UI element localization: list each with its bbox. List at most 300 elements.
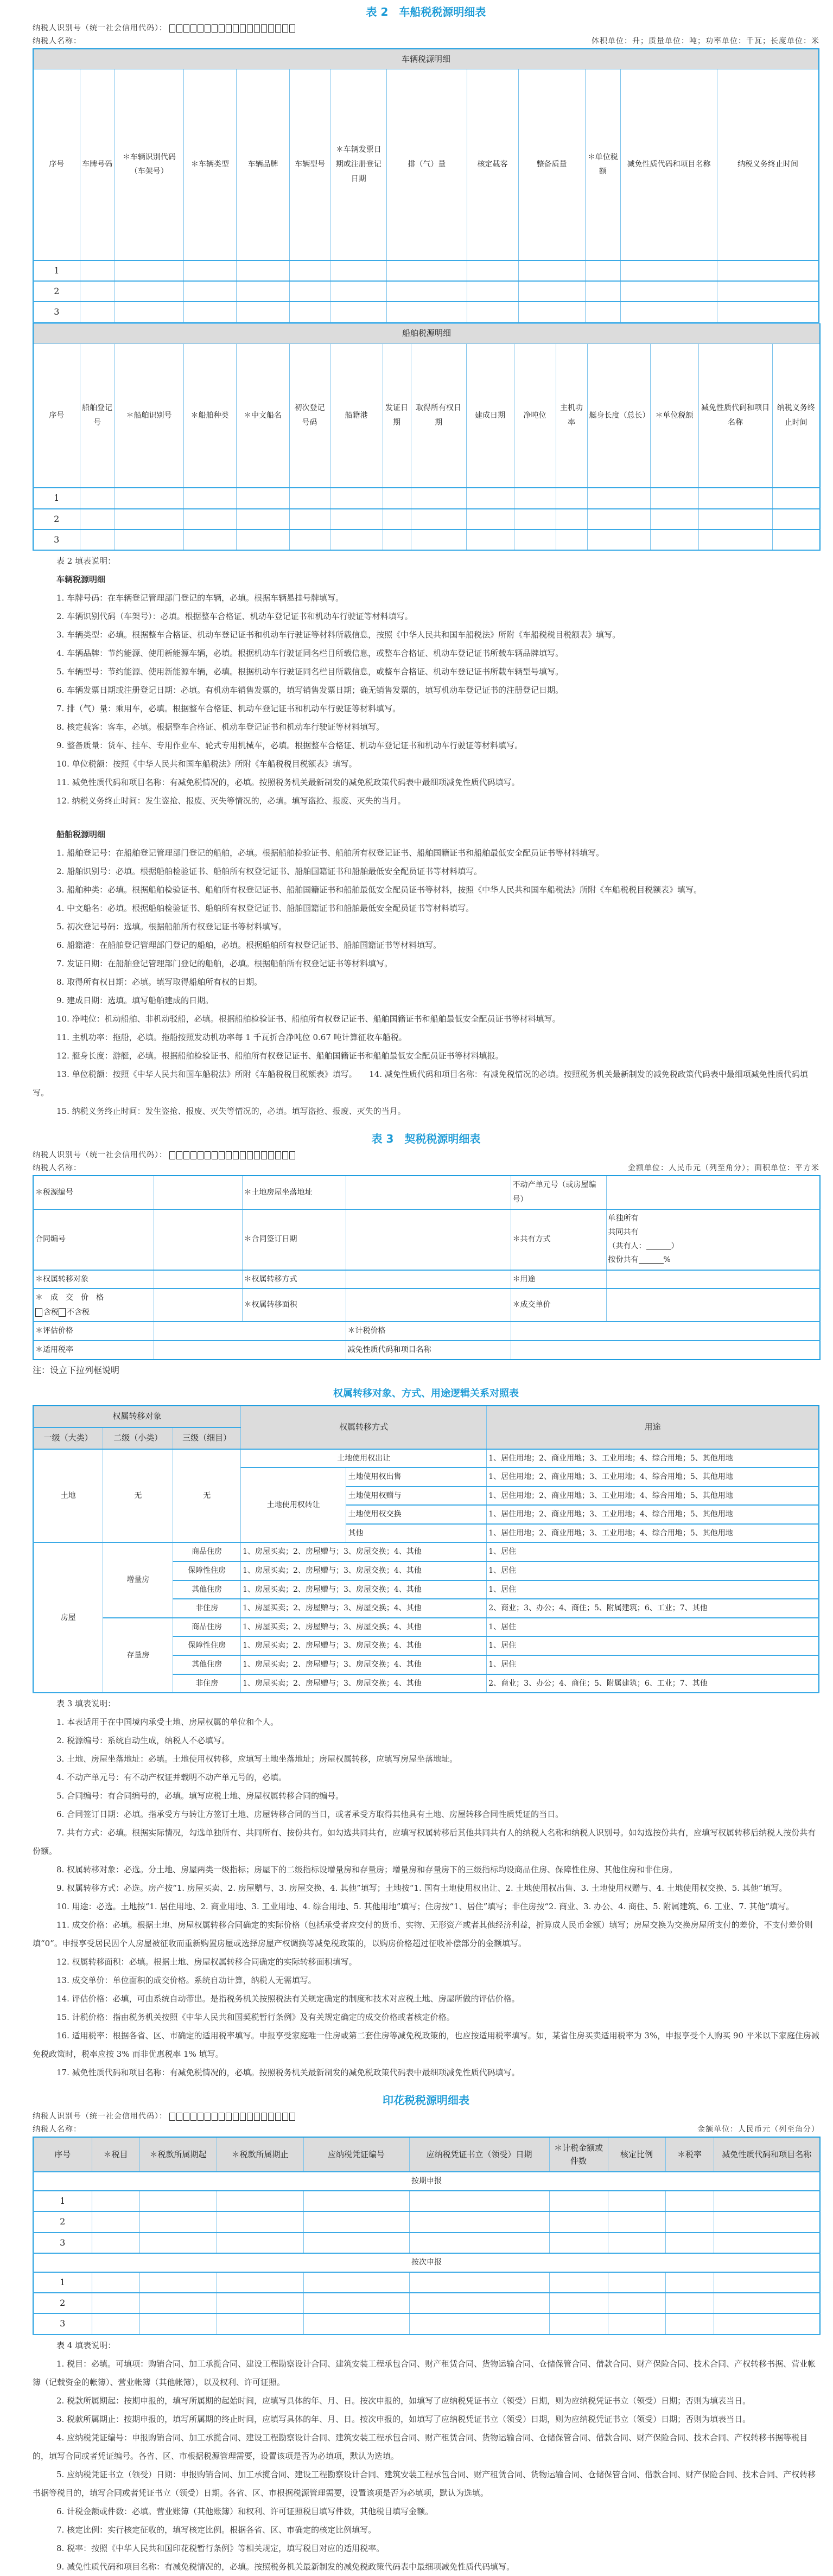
- table-cell[interactable]: [236, 260, 289, 281]
- id-digit-box[interactable]: [198, 1151, 204, 1159]
- note-item: 11. 减免性质代码和项目名称：有减免税情况的，必填。按照税务机关最新制发的减免税政策代码表中最细项减免性质代码填写。: [56, 777, 520, 788]
- table3-notes-title: 表 3 填表说明：: [56, 1699, 116, 1709]
- id-digit-box[interactable]: [212, 24, 218, 33]
- id-digit-box[interactable]: [169, 2113, 175, 2121]
- table-cell[interactable]: [80, 509, 115, 530]
- contract-no-field[interactable]: [154, 1209, 242, 1270]
- table-cell[interactable]: [549, 2211, 608, 2232]
- table-cell[interactable]: [549, 2293, 608, 2313]
- table-cell[interactable]: [290, 281, 330, 302]
- id-digit-box[interactable]: [176, 2113, 182, 2121]
- table-cell[interactable]: [139, 2293, 217, 2313]
- table-cell[interactable]: [650, 530, 698, 550]
- transfer-mode-label: ＊权属转移方式: [242, 1270, 346, 1289]
- vehicle-col-header: ＊车辆识别代码（车架号）: [115, 69, 183, 260]
- table-cell[interactable]: [411, 530, 466, 550]
- table-cell[interactable]: [608, 2313, 665, 2334]
- contract-no-label: 合同编号: [33, 1209, 154, 1270]
- table-cell[interactable]: [236, 530, 289, 550]
- rel-mode: 1、房屋买卖；2、房屋赠与；3、房屋交换；4、其他: [241, 1636, 487, 1655]
- table-cell[interactable]: [139, 2272, 217, 2293]
- rel-usage: 1、居住用地；2、商业用地；3、工业用地；4、综合用地；5、其他用地: [487, 1487, 819, 1506]
- table-cell[interactable]: [139, 2233, 217, 2253]
- table-cell[interactable]: [556, 488, 587, 508]
- table-cell[interactable]: [92, 2272, 139, 2293]
- id-digit-box[interactable]: [247, 2113, 253, 2121]
- ship-col-header: 发证日期: [383, 343, 411, 488]
- table-cell[interactable]: [303, 2313, 409, 2334]
- table-cell[interactable]: [139, 2313, 217, 2334]
- id-digit-box[interactable]: [183, 2113, 189, 2121]
- vehicle-col-header: ＊车辆发票日期或注册登记日期: [330, 69, 387, 260]
- usage-field[interactable]: [606, 1270, 820, 1289]
- contract-date-field[interactable]: [346, 1209, 511, 1270]
- table-row: [33, 260, 819, 281]
- rel-row: [33, 1618, 819, 1637]
- note-item: 2. 船舶识别号：必填。根据船舶检验证书、船舶所有权登记证书、船舶国籍证书和船舶最低安全配员证书等材料填写。: [56, 866, 482, 877]
- id-digit-box[interactable]: [261, 1151, 267, 1159]
- table-cell[interactable]: [183, 509, 236, 530]
- table-cell[interactable]: [714, 2293, 820, 2313]
- id-digit-box[interactable]: [275, 24, 281, 33]
- id-digit-box[interactable]: [289, 1151, 295, 1159]
- taxpayer-id-label: 纳税人识别号（统一社会信用代码）：: [33, 24, 167, 33]
- rel-level3: 商品住房: [173, 1618, 241, 1637]
- table-cell[interactable]: [183, 530, 236, 550]
- id-digit-box[interactable]: [226, 24, 232, 33]
- note-item: 7. 共有方式：必填。根据实际情况，勾选单独所有、共同所有、按份共有。如勾选共同共有，应填写权属转移后其他共同共有人的纳税人名称和纳税人识别号。如勾选按份共有，应填写权属转移后纳税人按份共有份额。: [33, 1828, 816, 1857]
- rel-usage: 2、商业；3、办公；4、商住；5、附属建筑；6、工业；7、其他: [487, 1674, 819, 1693]
- co-own-option-share[interactable]: 按份共有 %: [608, 1255, 671, 1264]
- table-cell[interactable]: [80, 530, 115, 550]
- relation-table-title: 权属转移对象、方式、用途逻辑关系对照表: [333, 1387, 519, 1399]
- rel-header-level3: 三级（细目）: [173, 1427, 241, 1449]
- ship-col-header: 减免性质代码和项目名称: [698, 343, 772, 488]
- table-cell[interactable]: [115, 281, 183, 302]
- rel-mode: 1、房屋买卖；2、房屋赠与；3、房屋交换；4、其他: [241, 1599, 487, 1618]
- table2-taxpayer-id-line: [33, 22, 819, 33]
- appraised-price-field[interactable]: [154, 1322, 346, 1341]
- property-unit-no-field[interactable]: [606, 1176, 820, 1209]
- vehicle-col-header: ＊车辆类型: [183, 69, 236, 260]
- note-item: 1. 税目：必填。可填项：购销合同、加工承揽合同、建设工程勘察设计合同、建筑安装工程承包合同、财产租赁合同、货物运输合同、仓储保管合同、借款合同、财产保险合同、技术合同、产权转移书据、营业帐簿（记载资金的帐簿）、营业帐簿（其他帐簿），以及权利、许可证照。: [33, 2358, 816, 2387]
- note-item: 15. 计税价格：指由税务机关按照《中华人民共和国契税暂行条例》及有关规定确定的成交价格或者核定价格。: [56, 2012, 455, 2023]
- taxpayer-name-label: 纳税人名称：: [33, 37, 81, 46]
- co-own-options[interactable]: [606, 1209, 820, 1270]
- note-item: 5. 车辆型号：节约能源、使用新能源车辆，必填。根据机动车行驶证同名栏目所载信息，或整车合格证、机动车登记证书所载车辆型号填写。: [56, 667, 564, 677]
- id-digit-box[interactable]: [169, 24, 175, 33]
- stamp-col-header: 核定比例: [608, 2137, 665, 2172]
- table-cell[interactable]: [650, 488, 698, 508]
- rel-level2: 无: [103, 1449, 173, 1543]
- table-cell[interactable]: [608, 2233, 665, 2253]
- table-cell[interactable]: [92, 2233, 139, 2253]
- id-digit-box[interactable]: [198, 24, 204, 33]
- id-digit-box[interactable]: [261, 2113, 267, 2121]
- table-row: [33, 530, 820, 550]
- note-item: 3. 车辆类型：必填。根据整车合格证、机动车登记证书和机动车行驶证等材料所载信息，按照《中华人民共和国车船税法》所附《车船税税目税额表》填写。: [56, 630, 621, 640]
- row-number: 1: [33, 2191, 92, 2211]
- tax-included-checkbox[interactable]: [35, 1308, 42, 1317]
- vehicle-col-header: 核定载客: [467, 69, 518, 260]
- table-cell[interactable]: [236, 281, 289, 302]
- table-cell[interactable]: [387, 302, 467, 322]
- note-item: 8. 税率：按照《中华人民共和国印花税暂行条例》等相关规定，填写税目对应的适用税率。: [56, 2543, 385, 2553]
- table-cell[interactable]: [714, 2272, 820, 2293]
- table-cell[interactable]: [467, 281, 518, 302]
- deal-price-field[interactable]: [154, 1289, 242, 1322]
- id-digit-box[interactable]: [233, 2113, 239, 2121]
- table-cell[interactable]: [217, 2211, 303, 2232]
- table-cell[interactable]: [115, 509, 183, 530]
- table-cell[interactable]: [383, 488, 411, 508]
- id-digit-box[interactable]: [183, 1151, 189, 1159]
- table-cell[interactable]: [236, 302, 289, 322]
- id-digit-box[interactable]: [268, 24, 274, 33]
- table-cell[interactable]: [665, 2211, 714, 2232]
- id-digit-box[interactable]: [254, 24, 260, 33]
- id-digit-box[interactable]: [282, 2113, 288, 2121]
- rel-header-mode: 权属转移方式: [241, 1406, 487, 1449]
- table-cell[interactable]: [714, 2233, 820, 2253]
- id-digit-box[interactable]: [226, 2113, 232, 2121]
- table-cell[interactable]: [409, 2211, 549, 2232]
- id-digit-box[interactable]: [282, 1151, 288, 1159]
- id-digit-box[interactable]: [289, 24, 295, 33]
- table-cell[interactable]: [620, 260, 717, 281]
- source-no-field[interactable]: [154, 1176, 242, 1209]
- table-cell[interactable]: [217, 2313, 303, 2334]
- relief-code-field[interactable]: [511, 1341, 820, 1360]
- table-cell[interactable]: [608, 2211, 665, 2232]
- table-cell[interactable]: [80, 260, 115, 281]
- relief-code-label: 减免性质代码和项目名称: [346, 1341, 511, 1360]
- share-percent-input[interactable]: [639, 1255, 664, 1264]
- table-cell[interactable]: [387, 281, 467, 302]
- table-cell[interactable]: [714, 2211, 820, 2232]
- id-digit-box[interactable]: [289, 2113, 295, 2121]
- rel-level1: 房屋: [33, 1542, 103, 1693]
- taxpayer-id-label: 纳税人识别号（统一社会信用代码）：: [33, 1151, 167, 1160]
- co-owner-field[interactable]: （共有人： ）: [608, 1241, 679, 1251]
- rel-level3: 保障性住房: [173, 1561, 241, 1580]
- table-cell[interactable]: [92, 2191, 139, 2211]
- table-cell[interactable]: [217, 2191, 303, 2211]
- relation-table: [33, 1405, 819, 1694]
- table-cell[interactable]: [714, 2191, 820, 2211]
- table-cell[interactable]: [303, 2211, 409, 2232]
- id-digit-box[interactable]: [190, 24, 196, 33]
- table-cell[interactable]: [290, 260, 330, 281]
- note-item: 10. 用途：必选。土地按“1. 居住用地、2. 商业用地、3. 工业用地、4. 综合用地、5. 其他用地”填写；住房按“1、居住”填写；非住房按“2. 商业、3. 办公、4. 商住、5. 附属建筑、6. 工业、7. 其他”填写。: [56, 1902, 794, 1912]
- co-own-mode-label: ＊共有方式: [511, 1209, 606, 1270]
- id-digit-box[interactable]: [219, 2113, 225, 2121]
- table-cell[interactable]: [585, 302, 620, 322]
- table-cell[interactable]: [665, 2293, 714, 2313]
- address-field[interactable]: [346, 1176, 511, 1209]
- rel-usage: 1、居住: [487, 1580, 819, 1599]
- table-cell[interactable]: [698, 530, 772, 550]
- table-cell[interactable]: [236, 488, 289, 508]
- table-cell[interactable]: [698, 509, 772, 530]
- id-digit-box[interactable]: [247, 1151, 253, 1159]
- table4-title: 印花税税源明细表: [383, 2094, 469, 2107]
- id-digit-box[interactable]: [198, 2113, 204, 2121]
- table-cell[interactable]: [467, 260, 518, 281]
- table-cell[interactable]: [387, 260, 467, 281]
- table-cell[interactable]: [411, 488, 466, 508]
- id-digit-box[interactable]: [240, 24, 246, 33]
- table-cell[interactable]: [383, 530, 411, 550]
- rel-level3: 商品住房: [173, 1542, 241, 1561]
- table-cell[interactable]: [289, 530, 330, 550]
- table-cell[interactable]: [217, 2272, 303, 2293]
- taxpayer-id-boxes[interactable]: [169, 24, 295, 33]
- table-cell[interactable]: [92, 2211, 139, 2232]
- table-cell[interactable]: [303, 2293, 409, 2313]
- table-row: [33, 2211, 820, 2232]
- note-item: 9. 减免性质代码和项目名称：有减免税情况的，必填。按照税务机关最新制发的减免税政策代码表中最细项减免性质代码填写。: [56, 2561, 515, 2572]
- table-cell[interactable]: [92, 2313, 139, 2334]
- table-cell[interactable]: [585, 260, 620, 281]
- table-cell[interactable]: [409, 2233, 549, 2253]
- table-cell[interactable]: [183, 302, 236, 322]
- table-cell[interactable]: [330, 509, 383, 530]
- table-cell[interactable]: [183, 281, 236, 302]
- id-digit-box[interactable]: [268, 1151, 274, 1159]
- id-digit-box[interactable]: [205, 24, 211, 33]
- id-digit-box[interactable]: [169, 1151, 175, 1159]
- co-own-option-joint[interactable]: 共同共有: [608, 1228, 639, 1237]
- table-cell[interactable]: [556, 509, 587, 530]
- transfer-mode-field[interactable]: [346, 1270, 511, 1289]
- table-cell[interactable]: [290, 302, 330, 322]
- stamp-col-header: ＊税目: [92, 2137, 139, 2172]
- note-item: 15. 纳税义务终止时间：发生盗抢、报废、灭失等情况的，必填。填写盗抢、报废、灭失的当月。: [56, 1106, 406, 1117]
- id-digit-box[interactable]: [282, 24, 288, 33]
- id-digit-box[interactable]: [176, 1151, 182, 1159]
- table3-title: 表 3 契税税源明细表: [371, 1132, 481, 1146]
- table-cell[interactable]: [217, 2233, 303, 2253]
- table-cell[interactable]: [115, 302, 183, 322]
- table-cell[interactable]: [466, 530, 514, 550]
- table-cell[interactable]: [587, 509, 650, 530]
- table-cell[interactable]: [303, 2191, 409, 2211]
- note-item: 5. 初次登记号码：选填。根据船舶所有权登记证书等材料填写。: [56, 922, 287, 932]
- table-cell[interactable]: [518, 281, 585, 302]
- table-cell[interactable]: [556, 530, 587, 550]
- table-cell[interactable]: [409, 2293, 549, 2313]
- id-digit-box[interactable]: [247, 24, 253, 33]
- table-cell[interactable]: [549, 2272, 608, 2293]
- table-cell[interactable]: [549, 2191, 608, 2211]
- table-cell[interactable]: [303, 2233, 409, 2253]
- row-number: 3: [33, 302, 80, 322]
- contract-date-label: ＊合同签订日期: [242, 1209, 346, 1270]
- stamp-col-header: 应纳税凭证书立（领受）日期: [409, 2137, 549, 2172]
- table-cell[interactable]: [587, 488, 650, 508]
- table-cell[interactable]: [549, 2313, 608, 2334]
- table-cell[interactable]: [409, 2191, 549, 2211]
- id-digit-box[interactable]: [219, 24, 225, 33]
- table-cell[interactable]: [139, 2211, 217, 2232]
- table2-name-line: [33, 35, 819, 46]
- table-cell[interactable]: [620, 302, 717, 322]
- table-cell[interactable]: [115, 530, 183, 550]
- table-cell[interactable]: [608, 2272, 665, 2293]
- taxpayer-id-boxes[interactable]: [169, 2113, 295, 2121]
- table-row: [33, 302, 819, 322]
- table-cell[interactable]: [466, 488, 514, 508]
- id-digit-box[interactable]: [233, 24, 239, 33]
- table-cell[interactable]: [620, 281, 717, 302]
- transfer-area-field[interactable]: [346, 1289, 511, 1322]
- id-digit-box[interactable]: [240, 2113, 246, 2121]
- unit-price-field[interactable]: [606, 1289, 820, 1322]
- table-cell[interactable]: [409, 2272, 549, 2293]
- table-cell[interactable]: [772, 488, 820, 508]
- note-item: 4. 应纳税凭证编号：申报购销合同、加工承揽合同、建设工程勘察设计合同、建筑安装工程承包合同、财产租赁合同、货物运输合同、仓储保管合同、借款合同、财产保险合同、技术合同、产权转移书据等税目的，填写合同或者凭证编号。各省、区、市根据税源管理需要，设置该项是否为必填项，默认为选填。: [33, 2432, 808, 2461]
- transfer-object-field[interactable]: [154, 1270, 242, 1289]
- table-cell[interactable]: [714, 2313, 820, 2334]
- ship-col-header: ＊单位税额: [650, 343, 698, 488]
- property-unit-no-label: 不动产单元号（或房屋编号）: [511, 1176, 606, 1209]
- table-cell[interactable]: [608, 2293, 665, 2313]
- id-digit-box[interactable]: [275, 2113, 281, 2121]
- note-item: 13. 单位税额：按照《中华人民共和国车船税法》所附《车船税税目税额表》填写。 14. 减免性质代码和项目名称：有减免税情况的必填。按照税务机关最新制发的减免税政策代码表中最细项减免性质代码填写。: [33, 1069, 808, 1098]
- id-digit-box[interactable]: [226, 1151, 232, 1159]
- table-cell[interactable]: [514, 509, 556, 530]
- tax-rate-field[interactable]: [154, 1341, 346, 1360]
- id-digit-box[interactable]: [275, 1151, 281, 1159]
- id-digit-box[interactable]: [183, 24, 189, 33]
- co-owner-input[interactable]: [646, 1242, 671, 1250]
- table-cell[interactable]: [665, 2313, 714, 2334]
- table-cell[interactable]: [467, 302, 518, 322]
- table-cell[interactable]: [115, 260, 183, 281]
- table-cell[interactable]: [717, 281, 819, 302]
- table-cell[interactable]: [717, 302, 819, 322]
- table-cell[interactable]: [409, 2313, 549, 2334]
- table-cell[interactable]: [330, 281, 387, 302]
- ship-col-header: 初次登记号码: [289, 343, 330, 488]
- vehicle-col-header: 车辆型号: [290, 69, 330, 260]
- table-cell[interactable]: [80, 281, 115, 302]
- table-cell[interactable]: [514, 488, 556, 508]
- table-cell[interactable]: [330, 530, 383, 550]
- id-digit-box[interactable]: [240, 1151, 246, 1159]
- note-item: 8. 取得所有权日期：必填。填写取得船舶所有权的日期。: [56, 977, 263, 987]
- id-digit-box[interactable]: [233, 1151, 239, 1159]
- note-item: 4. 中文船名：必填。根据船舶检验证书、船舶所有权登记证书、船舶国籍证书和船舶最低安全配员证书等材料填写。: [56, 903, 474, 914]
- note-item: 7. 排（气）量：乘用车，必填。根据整车合格证、机动车登记证书和机动车行驶证等材料填写。: [56, 704, 401, 714]
- table-cell[interactable]: [289, 509, 330, 530]
- id-digit-box[interactable]: [254, 1151, 260, 1159]
- row-number: 2: [33, 281, 80, 302]
- table-cell[interactable]: [303, 2272, 409, 2293]
- stamp-col-header: ＊税率: [665, 2137, 714, 2172]
- table-cell[interactable]: [608, 2191, 665, 2211]
- note-item: 1. 本表适用于在中国境内承受土地、房屋权属的单位和个人。: [56, 1717, 279, 1727]
- id-digit-box[interactable]: [268, 2113, 274, 2121]
- table-cell[interactable]: [217, 2293, 303, 2313]
- id-digit-box[interactable]: [190, 2113, 196, 2121]
- table-cell[interactable]: [80, 302, 115, 322]
- ship-col-header: 取得所有权日期: [411, 343, 466, 488]
- table-cell[interactable]: [183, 260, 236, 281]
- table-cell[interactable]: [236, 509, 289, 530]
- table-cell[interactable]: [772, 509, 820, 530]
- ship-col-header: 纳税义务终止时间: [772, 343, 820, 488]
- co-own-option-sole[interactable]: 单独所有: [608, 1214, 639, 1223]
- taxable-price-field[interactable]: [511, 1322, 820, 1341]
- id-digit-box[interactable]: [190, 1151, 196, 1159]
- table-cell[interactable]: [289, 488, 330, 508]
- table-cell[interactable]: [139, 2191, 217, 2211]
- id-digit-box[interactable]: [205, 1151, 211, 1159]
- units-label: 金额单位：人民币元（列至角分）；面积单位：平方米: [628, 1164, 819, 1173]
- table-cell[interactable]: [665, 2191, 714, 2211]
- table-cell[interactable]: [698, 488, 772, 508]
- note-item: 2. 税款所属期起：按期申报的，填写所属期的起始时间，应填写具体的年、月、日。按次申报的，如填写了应纳税凭证书立（领受）日期，则为应纳税凭证书立（领受）日期；否则为填表当日。: [56, 2395, 751, 2406]
- rel-mode: 土地使用权赠与: [346, 1487, 487, 1506]
- id-digit-box[interactable]: [176, 24, 182, 33]
- table-cell[interactable]: [383, 509, 411, 530]
- row-number: 1: [33, 260, 80, 281]
- table-cell[interactable]: [717, 260, 819, 281]
- stamp-col-header: ＊税款所属期止: [217, 2137, 303, 2172]
- table-cell[interactable]: [665, 2272, 714, 2293]
- table-cell[interactable]: [585, 281, 620, 302]
- table-cell[interactable]: [92, 2293, 139, 2313]
- section-row: [33, 2172, 820, 2191]
- taxpayer-id-boxes[interactable]: [169, 1151, 295, 1159]
- rel-usage: 1、居住: [487, 1561, 819, 1580]
- id-digit-box[interactable]: [261, 24, 267, 33]
- table-cell[interactable]: [183, 488, 236, 508]
- table-cell[interactable]: [549, 2233, 608, 2253]
- id-digit-box[interactable]: [212, 1151, 218, 1159]
- vehicle-col-header: 车辆品牌: [236, 69, 289, 260]
- tax-excluded-checkbox[interactable]: [59, 1308, 66, 1317]
- id-digit-box[interactable]: [254, 2113, 260, 2121]
- table-cell[interactable]: [518, 260, 585, 281]
- id-digit-box[interactable]: [219, 1151, 225, 1159]
- table-cell[interactable]: [330, 488, 383, 508]
- note-item: 10. 单位税额：按照《中华人民共和国车船税法》所附《车船税税目税额表》填写。: [56, 759, 357, 769]
- note-item: 3. 税款所属期止：按期申报的，填写所属期的终止时间，应填写具体的年、月、日。按次申报的，如填写了应纳税凭证书立（领受）日期，则为应纳税凭证书立（领受）日期；否则为填表当日。: [56, 2414, 751, 2424]
- table-cell[interactable]: [772, 530, 820, 550]
- table-cell[interactable]: [466, 509, 514, 530]
- id-digit-box[interactable]: [212, 2113, 218, 2121]
- table-cell[interactable]: [518, 302, 585, 322]
- table-cell[interactable]: [330, 302, 387, 322]
- rel-usage: 1、居住用地；2、商业用地；3、工业用地；4、综合用地；5、其他用地: [487, 1468, 819, 1487]
- table-cell[interactable]: [514, 530, 556, 550]
- table-cell[interactable]: [330, 260, 387, 281]
- table-cell[interactable]: [650, 509, 698, 530]
- note-item: 9. 整备质量：货车、挂车、专用作业车、轮式专用机械车，必填。根据整车合格证、机动车登记证书和机动车行驶证等材料填写。: [56, 741, 523, 751]
- table-cell[interactable]: [80, 488, 115, 508]
- table-cell[interactable]: [115, 488, 183, 508]
- vehicle-col-header: 排（气）量: [387, 69, 467, 260]
- rel-level3: 其他住房: [173, 1580, 241, 1599]
- id-digit-box[interactable]: [205, 2113, 211, 2121]
- table-cell[interactable]: [665, 2233, 714, 2253]
- table-cell[interactable]: [587, 530, 650, 550]
- note-item: 9. 权属转移方式：必选。房产按“1. 房屋买卖、2. 房屋赠与、3. 房屋交换、4. 其他”填写；土地按“1. 国有土地使用权出让、2. 土地使用权出售、3. 土地使用权赠与、4. 土地使用权交换、5. 其他”填写。: [56, 1883, 787, 1893]
- table-cell[interactable]: [411, 509, 466, 530]
